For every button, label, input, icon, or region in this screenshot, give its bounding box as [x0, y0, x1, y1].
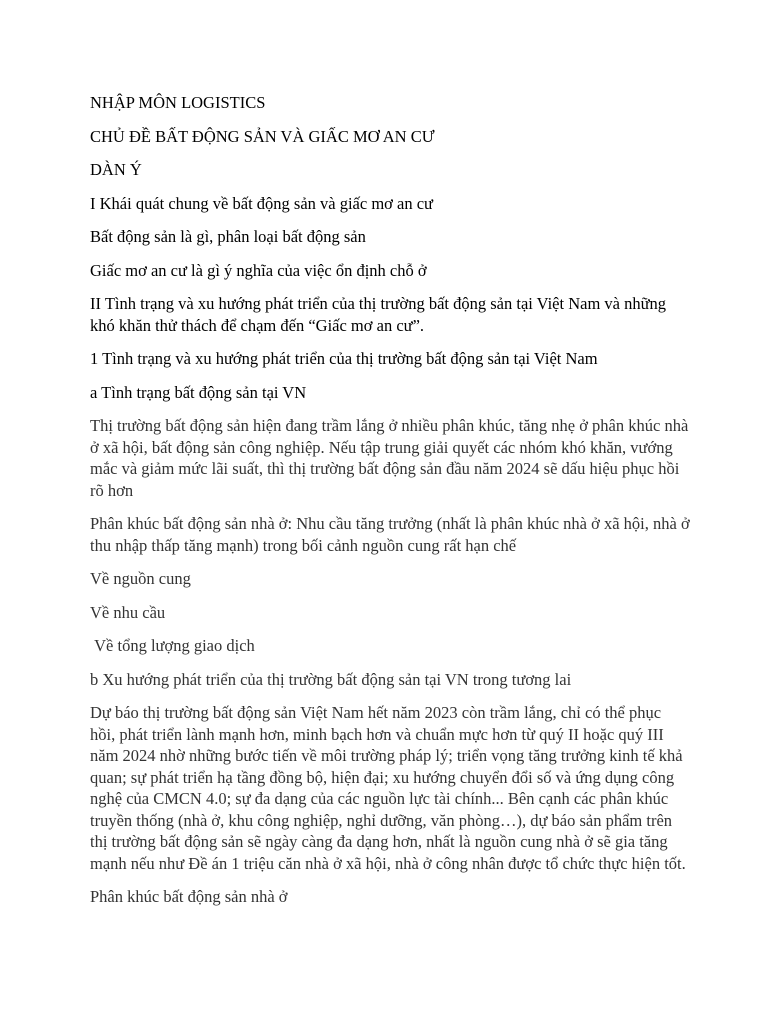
- document-title: NHẬP MÔN LOGISTICS: [90, 93, 266, 112]
- section-2-subheading-1b: b Xu hướng phát triển của thị trường bất động sản tại VN trong tương lai: [90, 669, 572, 689]
- item-supply: Về nguồn cung: [90, 569, 191, 588]
- paragraph-housing-segment: Phân khúc bất động sản nhà ở: Nhu cầu tăng trưởng (nhất là phân khúc nhà ở xã hội, nhà ở thu nhập thấp tăng mạnh) trong bối cảnh nguồn cung rất hạn chế: [90, 514, 694, 555]
- paragraph-housing-segment-heading: Phân khúc bất động sản nhà ở: [90, 887, 288, 906]
- section-1-item-1: Bất động sản là gì, phân loại bất động sản: [90, 227, 366, 246]
- section-2-subheading-1a: a Tình trạng bất động sản tại VN: [90, 382, 307, 402]
- item-transaction-volume: Về tổng lượng giao dịch: [90, 636, 255, 655]
- section-1-item-2: Giấc mơ an cư là gì ý nghĩa của việc ổn định chỗ ở: [90, 260, 427, 280]
- section-2-subheading-1: 1 Tình trạng và xu hướng phát triển của thị trường bất động sản tại Việt Nam: [90, 349, 598, 368]
- item-demand: Về nhu cầu: [90, 602, 166, 622]
- outline-label: DÀN Ý: [90, 160, 142, 179]
- document-page: [90, 92, 694, 908]
- section-heading-1: I Khái quát chung về bất động sản và giấc mơ an cư: [90, 193, 433, 213]
- section-heading-2: II Tình trạng và xu hướng phát triển của thị trường bất động sản tại Việt Nam và những khó khăn thử thách để chạm đến “Giấc mơ an cư”.: [90, 294, 671, 335]
- paragraph-market-status: Thị trường bất động sản hiện đang trầm lắng ở nhiều phân khúc, tăng nhẹ ở phân khúc nhà ở xã hội, bất động sản công nghiệp. Nếu tập trung giải quyết các nhóm khó khăn, vướng mắc và giảm mức lãi suất, thì thị trường bất động sản đầu năm 2024 sẽ dấu hiệu phục hồi rõ hơn: [90, 416, 693, 500]
- document-subject: CHỦ ĐỀ BẤT ĐỘNG SẢN VÀ GIẤC MƠ AN CƯ: [90, 126, 435, 146]
- paragraph-market-forecast: Dự báo thị trường bất động sản Việt Nam hết năm 2023 còn trầm lắng, chỉ có thể phục hồi, phát triển lành mạnh hơn, minh bạch hơn và chuẩn mực hơn từ quý II hoặc quý III năm 2024 nhờ những bước tiến về môi trường pháp lý; triển vọng tăng trưởng kinh tế khả quan; sự phát triển hạ tầng đồng bộ, hiện đại; xu hướng chuyển đổi số và ứng dụng công nghệ của CMCN 4.0; sự đa dạng của các nguồn lực tài chính... Bên cạnh các phân khúc truyền thống (nhà ở, khu công nghiệp, nghỉ dưỡng, văn phòng…), dự báo sản phẩm trên thị trường bất động sản sẽ ngày càng đa dạng hơn, nhất là nguồn cung nhà ở sẽ gia tăng mạnh nếu như Đề án 1 triệu căn nhà ở xã hội, nhà ở công nhân được tổ chức thực hiện tốt.: [90, 703, 687, 873]
